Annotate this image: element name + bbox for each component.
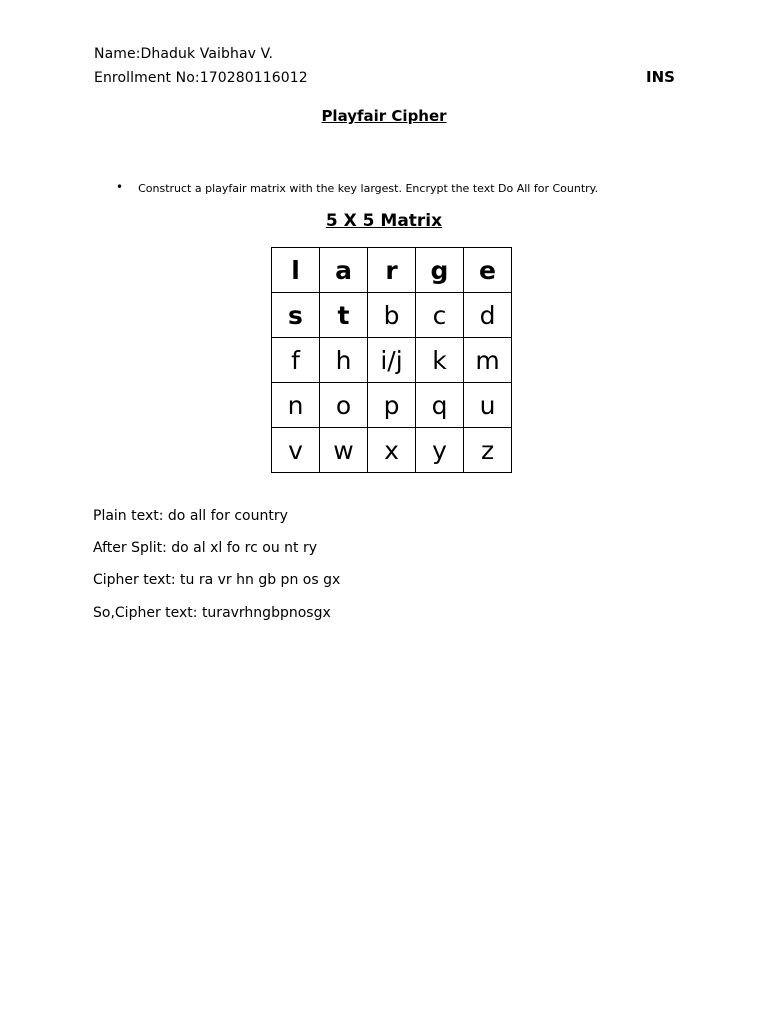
matrix-cell: s bbox=[272, 293, 320, 338]
matrix-cell: m bbox=[464, 338, 512, 383]
after-split-line: After Split: do al xl fo rc ou nt ry bbox=[93, 540, 318, 556]
matrix-title: 5 X 5 Matrix bbox=[325, 211, 443, 231]
matrix-cell: h bbox=[320, 338, 368, 383]
matrix-cell: z bbox=[464, 428, 512, 473]
question-text: Construct a playfair matrix with the key largest. Encrypt the text Do All for Country. bbox=[138, 181, 599, 195]
question-item bbox=[116, 181, 598, 195]
matrix-cell: n bbox=[272, 383, 320, 428]
matrix-cell: o bbox=[320, 383, 368, 428]
matrix-cell: q bbox=[416, 383, 464, 428]
matrix-row bbox=[272, 383, 512, 428]
matrix-cell: b bbox=[368, 293, 416, 338]
playfair-matrix bbox=[271, 247, 512, 473]
matrix-cell: v bbox=[272, 428, 320, 473]
matrix-cell: k bbox=[416, 338, 464, 383]
matrix-cell: y bbox=[416, 428, 464, 473]
matrix-cell: u bbox=[464, 383, 512, 428]
final-cipher-line: So,Cipher text: turavrhngbpnosgx bbox=[93, 605, 331, 621]
page-title: Playfair Cipher bbox=[321, 107, 447, 125]
matrix-cell: i/j bbox=[368, 338, 416, 383]
matrix-cell: c bbox=[416, 293, 464, 338]
matrix-cell: w bbox=[320, 428, 368, 473]
matrix-cell: a bbox=[320, 248, 368, 293]
enrollment-number: Enrollment No:170280116012 bbox=[94, 70, 308, 86]
matrix-row bbox=[272, 248, 512, 293]
bullet-icon: • bbox=[116, 180, 124, 194]
matrix-cell: x bbox=[368, 428, 416, 473]
matrix-row bbox=[272, 428, 512, 473]
matrix-row bbox=[272, 338, 512, 383]
matrix-cell: l bbox=[272, 248, 320, 293]
matrix-cell: g bbox=[416, 248, 464, 293]
matrix-cell: f bbox=[272, 338, 320, 383]
matrix-row bbox=[272, 293, 512, 338]
cipher-text-line: Cipher text: tu ra vr hn gb pn os gx bbox=[93, 572, 341, 588]
student-name: Name:Dhaduk Vaibhav V. bbox=[94, 46, 274, 62]
matrix-cell: r bbox=[368, 248, 416, 293]
matrix-cell: d bbox=[464, 293, 512, 338]
matrix-cell: p bbox=[368, 383, 416, 428]
plain-text-line: Plain text: do all for country bbox=[93, 508, 288, 524]
subject-code: INS bbox=[646, 68, 675, 86]
matrix-cell: t bbox=[320, 293, 368, 338]
matrix-cell: e bbox=[464, 248, 512, 293]
